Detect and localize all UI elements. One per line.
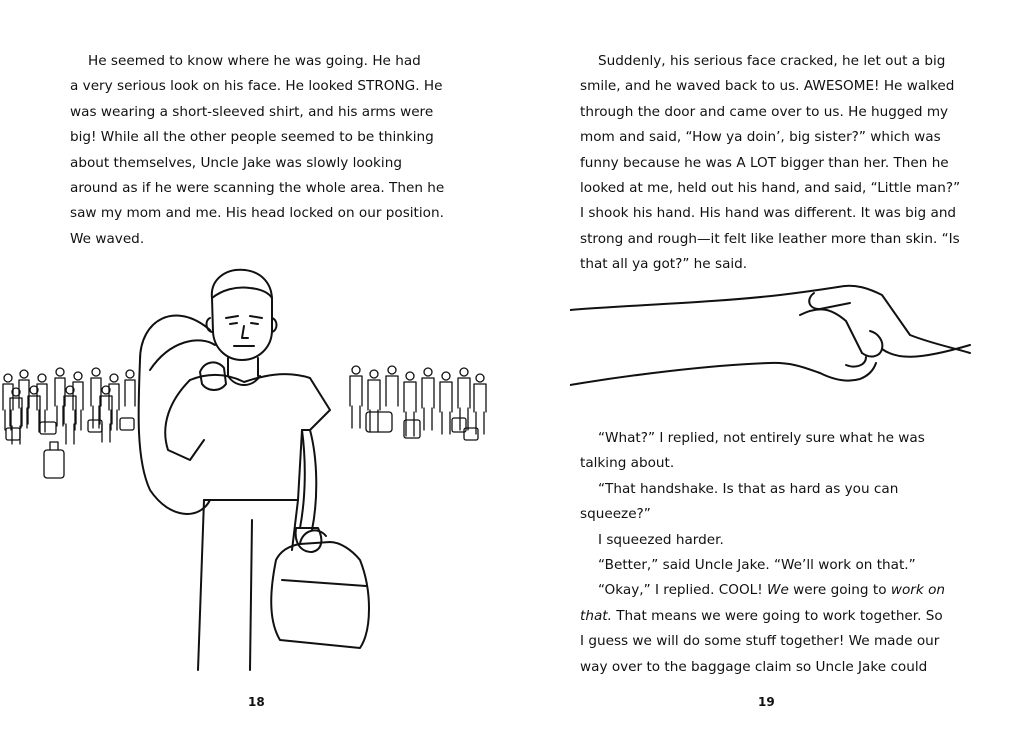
text-line: talking about. [580, 455, 675, 472]
right-page-text-top [580, 49, 980, 278]
text-segment: That means we were going to work together. So [611, 607, 943, 624]
crowd-right [350, 366, 486, 440]
text-line: strong and rough—it felt like leather more than skin. “Is [580, 230, 960, 247]
right-page-text-bottom [580, 426, 980, 680]
text-line [580, 578, 980, 603]
text-segment: were going to [788, 582, 891, 599]
text-line: big! While all the other people seemed to be thinking [70, 129, 434, 146]
text-line: I squeezed harder. [598, 531, 724, 548]
text-line: about themselves, Uncle Jake was slowly looking [70, 154, 402, 171]
right-page [510, 0, 1020, 750]
emphasis-text: work on [890, 582, 946, 599]
text-line: I shook his hand. His hand was different. It was big and [580, 205, 957, 222]
text-line: squeeze?” [580, 506, 651, 523]
text-line: “Better,” said Uncle Jake. “We’ll work on that.” [598, 557, 916, 574]
emphasis-text: We [767, 582, 789, 599]
emphasis-text: that. [580, 607, 612, 624]
text-line: way over to the baggage claim so Uncle Jake could [580, 658, 928, 675]
text-line: funny because he was A LOT bigger than her. Then he [580, 154, 949, 171]
text-line: I guess we will do some stuff together! We made our [580, 633, 940, 650]
text-line: mom and said, “How ya doin’, big sister?” which was [580, 129, 941, 146]
text-line: Suddenly, his serious face cracked, he let out a big [598, 53, 946, 69]
text-line: “That handshake. Is that as hard as you can [598, 480, 899, 497]
text-line: saw my mom and me. His head locked on our position. [70, 205, 444, 222]
page-number: 19 [758, 695, 775, 709]
text-line: through the door and came over to us. He hugged my [580, 103, 949, 120]
text-line: He seemed to know where he was going. He had [88, 53, 421, 69]
page-number: 18 [248, 695, 265, 709]
text-line: that all ya got?” he said. [580, 256, 748, 273]
text-line: around as if he were scanning the whole area. Then he [70, 180, 445, 197]
text-line: “What?” I replied, not entirely sure what he was [598, 430, 925, 446]
text-line: We waved. [70, 230, 145, 247]
text-line [580, 604, 980, 629]
left-page-text [70, 49, 460, 252]
handshake-illustration [570, 275, 980, 405]
text-line: smile, and he waved back to us. AWESOME! He walked [580, 78, 955, 95]
uncle-jake-illustration [0, 260, 500, 680]
man-figure [165, 270, 369, 670]
text-segment: “Okay,” I replied. COOL! [598, 582, 767, 599]
text-line: was wearing a short-sleeved shirt, and his arms were [70, 103, 434, 120]
text-line: looked at me, held out his hand, and said, “Little man?” [580, 180, 961, 197]
duffel-bag [139, 316, 215, 514]
crowd-left [3, 368, 135, 478]
text-line: a very serious look on his face. He looked STRONG. He [70, 78, 443, 95]
